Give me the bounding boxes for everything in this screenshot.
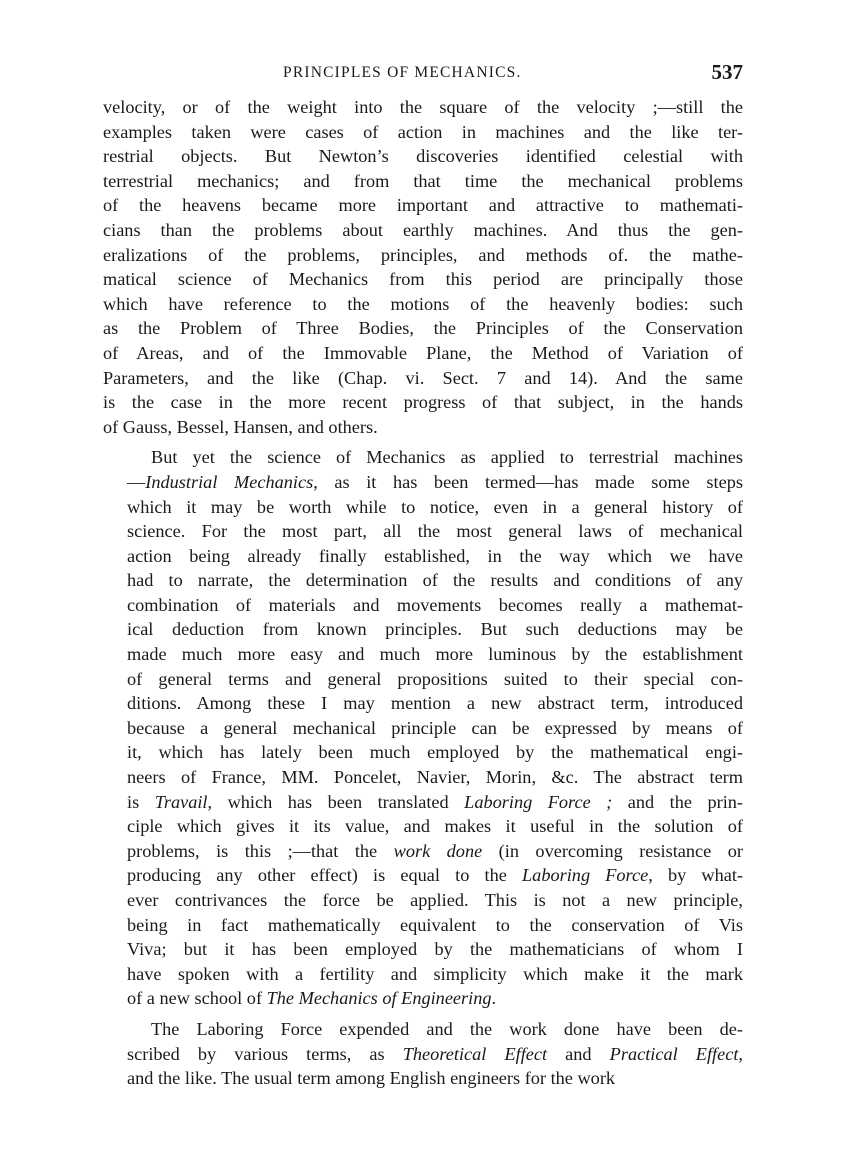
text-run: action being already finally established, in the way which we have (127, 545, 743, 566)
text-run: — (127, 471, 146, 492)
text-run: . (491, 988, 497, 1009)
paragraph (103, 445, 743, 1011)
text-run: combination of materials and movements becomes really a mathemat- (127, 594, 743, 615)
text-line (103, 716, 743, 741)
text-run: of Areas, and of the Immovable Plane, the Method of Variation of (103, 342, 743, 363)
text-line (103, 937, 743, 962)
text-run: and the like. The usual term among English engineers for the work (127, 1068, 616, 1089)
text-line (103, 1017, 743, 1042)
text-line (103, 95, 743, 120)
text-run: velocity, or of the weight into the square of the velocity ;—still the (103, 97, 743, 117)
text-run: science. For the most part, all the most general laws of mechanical (127, 521, 743, 542)
text-run: Parameters, and the like (Chap. vi. Sect. 7 and 14). And the same (103, 367, 743, 388)
text-line (103, 888, 743, 913)
text-line (103, 169, 743, 194)
text-line (103, 218, 743, 243)
running-title: PRINCIPLES OF MECHANICS. (283, 64, 522, 81)
text-line (103, 292, 743, 317)
text-line (103, 1042, 743, 1067)
text-run: is the case in the more recent progress of that subject, in the hands (103, 392, 743, 413)
text-line (103, 243, 743, 268)
text-run: , (738, 1043, 743, 1064)
text-run: cians than the problems about earthly machines. And thus the gen- (103, 219, 743, 240)
text-run: eralizations of the problems, principles, and methods of. the mathe- (103, 244, 743, 265)
text-line (103, 415, 743, 440)
italic-text: Theoretical Effect (402, 1043, 548, 1064)
text-line (103, 691, 743, 716)
text-line (103, 366, 743, 391)
body-text (103, 95, 743, 1097)
text-run: examples taken were cases of action in machines and the like ter- (103, 121, 743, 142)
text-line (103, 667, 743, 692)
text-run: being in fact mathematically equivalent to the conservation of Vis (127, 914, 743, 935)
text-run: ical deduction from known principles. But such deductions may be (127, 619, 743, 640)
text-line (103, 617, 743, 642)
text-run: of the heavens became more important and attractive to mathemati- (103, 195, 743, 216)
text-line (103, 470, 743, 495)
text-run: of a new school of (127, 988, 267, 1009)
text-line (103, 1066, 743, 1091)
text-run: ever contrivances the force be applied. This is not a new principle, (127, 890, 743, 910)
text-run: terrestrial mechanics; and from that time the mechanical problems (103, 170, 743, 191)
paragraph (103, 95, 743, 439)
text-run: it, which has lately been much employed by the mathematical engi- (127, 742, 743, 763)
text-run: ditions. Among these I may mention a new abstract term, introduced (127, 693, 743, 714)
text-run: ciple which gives it its value, and makes it useful in the solution of (127, 816, 743, 837)
italic-text: Practical Effect (609, 1043, 739, 1064)
italic-text: Laboring Force ; (464, 791, 613, 812)
text-line (103, 341, 743, 366)
text-line (103, 193, 743, 218)
text-run: have spoken with a fertility and simplicity which make it the mark (127, 963, 743, 984)
italic-text: Industrial Mechanics (145, 471, 314, 492)
text-run: The Laboring Force expended and the work done have been de- (151, 1018, 743, 1039)
italic-text: work done (393, 840, 483, 861)
text-line (103, 144, 743, 169)
text-line (103, 445, 743, 470)
page-header (103, 60, 743, 90)
text-run: scribed by various terms, as (127, 1043, 403, 1064)
text-run: Viva; but it has been employed by the mathematicians of whom I (127, 939, 743, 960)
text-run: , as it has been termed—has made some steps (313, 471, 743, 492)
text-run: restrial objects. But Newton’s discoveries identified celestial with (103, 146, 743, 167)
text-line (103, 120, 743, 145)
text-run: and (547, 1043, 610, 1064)
text-run: as the Problem of Three Bodies, the Principles of the Conservation (103, 318, 743, 339)
text-line (103, 986, 743, 1011)
paragraph (103, 1017, 743, 1091)
italic-text: Laboring Force (522, 865, 649, 886)
text-line (103, 790, 743, 815)
text-run: , by what- (648, 865, 744, 886)
text-run: because a general mechanical principle can be expressed by means of (127, 717, 743, 738)
text-run: made much more easy and much more luminous by the establishment (127, 644, 743, 665)
text-line (103, 839, 743, 864)
text-run: matical science of Mechanics from this period are principally those (103, 269, 743, 290)
text-line (103, 495, 743, 520)
page-number: 537 (711, 60, 743, 84)
text-run: and the prin- (612, 791, 743, 812)
text-run: of Gauss, Bessel, Hansen, and others. (103, 416, 378, 437)
text-run: (in overcoming resistance or (482, 840, 743, 861)
text-line (103, 568, 743, 593)
text-run: which it may be worth while to notice, even in a general history of (127, 496, 743, 517)
italic-text: Travail (154, 791, 208, 812)
text-run: of general terms and general propositions suited to their special con- (127, 668, 743, 689)
text-run: producing any other effect) is equal to the (127, 865, 523, 886)
text-line (103, 913, 743, 938)
text-line (103, 740, 743, 765)
text-line (103, 267, 743, 292)
text-run: is (127, 791, 155, 812)
text-run: , which has been translated (207, 791, 465, 812)
text-run: neers of France, MM. Poncelet, Navier, Morin, &c. The abstract term (127, 767, 743, 788)
text-line (103, 642, 743, 667)
text-line (103, 544, 743, 569)
text-run: But yet the science of Mechanics as applied to terrestrial machines (151, 447, 743, 468)
text-line (103, 765, 743, 790)
italic-text: The Mechanics of Engineering (266, 988, 492, 1009)
text-line (103, 962, 743, 987)
text-run: problems, is this ;—that the (127, 840, 394, 861)
text-run: had to narrate, the determination of the results and conditions of any (127, 570, 743, 591)
text-run: which have reference to the motions of the heavenly bodies: such (103, 293, 743, 314)
text-line (103, 814, 743, 839)
text-line (103, 593, 743, 618)
text-line (103, 316, 743, 341)
text-line (103, 390, 743, 415)
text-line (103, 863, 743, 888)
text-line (103, 519, 743, 544)
